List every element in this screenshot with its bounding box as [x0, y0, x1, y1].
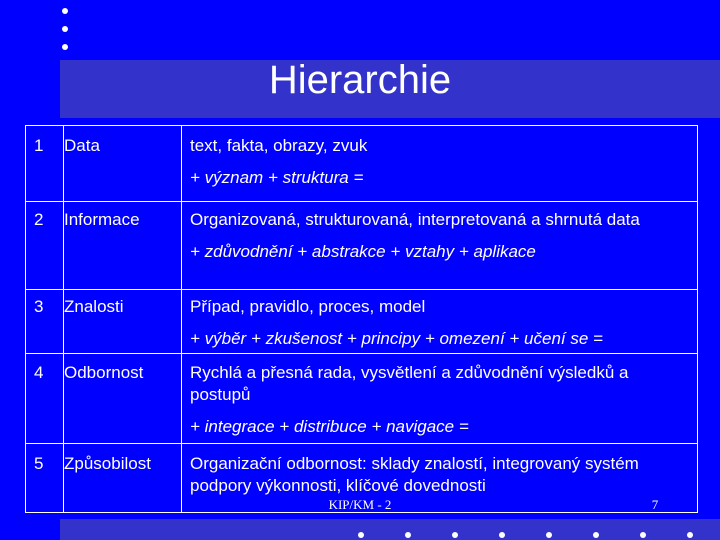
- row-number: 1: [26, 126, 64, 202]
- row-description: Organizovaná, strukturovaná, interpretovaná a shrnutá data: [190, 210, 640, 229]
- row-description-cell: [182, 202, 698, 290]
- footer-label: KIP/KM - 2: [328, 497, 392, 512]
- table-row: [26, 126, 698, 202]
- row-term: Odbornost: [64, 354, 182, 444]
- row-description-cell: [182, 354, 698, 444]
- slide-title: Hierarchie: [268, 58, 452, 102]
- decor-dot-bottom-6: [593, 532, 599, 538]
- row-number: 5: [26, 444, 64, 513]
- decor-dot-bottom-1: [358, 532, 364, 538]
- row-term: Znalosti: [64, 290, 182, 354]
- row-formula: + význam + struktura =: [190, 168, 364, 187]
- decor-dot-bottom-4: [499, 532, 505, 538]
- row-formula: + integrace + distribuce + navigace =: [190, 417, 469, 436]
- table-row: [26, 290, 698, 354]
- row-term: Data: [64, 126, 182, 202]
- row-description: Organizační odbornost: sklady znalostí, integrovaný systém podpory výkonnosti, klíčové dovednosti: [190, 454, 639, 495]
- row-number: 4: [26, 354, 64, 444]
- table-row: [26, 202, 698, 290]
- row-formula: + zdůvodnění + abstrakce + vztahy + aplikace: [190, 242, 536, 261]
- decor-dot-bottom-8: [687, 532, 693, 538]
- row-description: Případ, pravidlo, proces, model: [190, 297, 426, 316]
- row-formula: + výběr + zkušenost + principy + omezení + učení se =: [190, 329, 603, 348]
- row-description: Rychlá a přesná rada, vysvětlení a zdůvodnění výsledků a postupů: [190, 363, 629, 404]
- row-term: Způsobilost: [64, 444, 182, 513]
- decor-dot-bottom-5: [546, 532, 552, 538]
- decor-dot-top-1: [62, 8, 68, 14]
- decor-dot-bottom-3: [452, 532, 458, 538]
- page-number: 7: [651, 497, 659, 512]
- bottom-accent-bar: [60, 519, 720, 540]
- decor-dot-bottom-2: [405, 532, 411, 538]
- row-number: 3: [26, 290, 64, 354]
- decor-dot-top-3: [62, 44, 68, 50]
- row-number: 2: [26, 202, 64, 290]
- row-description-cell: [182, 290, 698, 354]
- decor-dot-top-2: [62, 26, 68, 32]
- row-description: text, fakta, obrazy, zvuk: [190, 136, 368, 155]
- row-term: Informace: [64, 202, 182, 290]
- hierarchy-table: [25, 125, 698, 513]
- table-row: [26, 354, 698, 444]
- decor-dot-bottom-7: [640, 532, 646, 538]
- row-description-cell: [182, 126, 698, 202]
